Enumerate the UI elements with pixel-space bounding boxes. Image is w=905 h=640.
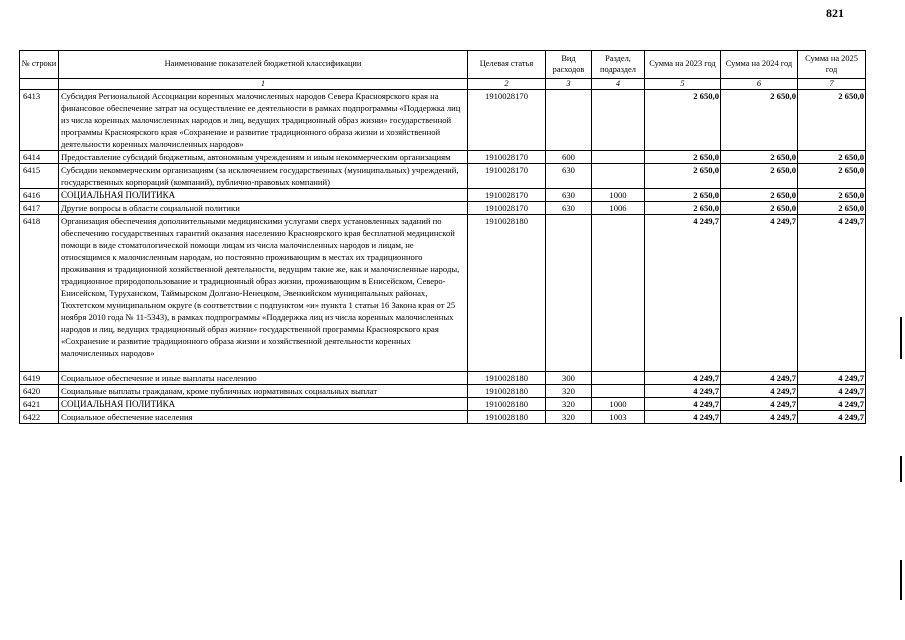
row-expense-type: 320: [546, 411, 592, 424]
row-number: 6420: [20, 385, 59, 398]
column-number: 2: [468, 79, 546, 90]
row-number: 6421: [20, 398, 59, 411]
table-row: [20, 90, 866, 151]
header-row-no: № строки: [20, 51, 59, 79]
page-number: 821: [826, 6, 844, 20]
row-sum-2023: 4 249,7: [645, 215, 721, 372]
row-name: Другие вопросы в области социальной политики: [59, 202, 468, 215]
row-expense-type: [546, 215, 592, 372]
row-sum-2024: 4 249,7: [721, 385, 798, 398]
row-sum-2025: 4 249,7: [798, 372, 866, 385]
header-name: Наименование показателей бюджетной классификации: [59, 51, 468, 79]
row-sum-2023: 4 249,7: [645, 385, 721, 398]
row-section: 1000: [592, 189, 645, 202]
row-section: [592, 372, 645, 385]
row-expense-type: 300: [546, 372, 592, 385]
row-sum-2023: 2 650,0: [645, 90, 721, 151]
column-number: 3: [546, 79, 592, 90]
column-number-row: [20, 79, 866, 90]
row-target: 1910028180: [468, 215, 546, 372]
row-target: 1910028180: [468, 398, 546, 411]
row-expense-type: 320: [546, 398, 592, 411]
table-row: [20, 385, 866, 398]
row-sum-2024: 4 249,7: [721, 411, 798, 424]
row-expense-type: 600: [546, 151, 592, 164]
table-row: [20, 189, 866, 202]
row-expense-type: [546, 90, 592, 151]
row-sum-2025: 4 249,7: [798, 215, 866, 372]
row-sum-2025: 4 249,7: [798, 385, 866, 398]
table-row: [20, 202, 866, 215]
row-sum-2025: 2 650,0: [798, 151, 866, 164]
header-sum-2024: Сумма на 2024 год: [721, 51, 798, 79]
row-name: Социальное обеспечение населения: [59, 411, 468, 424]
table-row: [20, 411, 866, 424]
table-row: [20, 151, 866, 164]
row-name: Субсидии некоммерческим организациям (за исключением государственных (муниципальных) учреждений, государственных корпораций (компаний), публично-правовых компаний): [59, 164, 468, 189]
header-target: Целевая статья: [468, 51, 546, 79]
row-number: 6415: [20, 164, 59, 189]
table-row: [20, 398, 866, 411]
row-sum-2023: 2 650,0: [645, 164, 721, 189]
column-number: 1: [59, 79, 468, 90]
header-sum-2023: Сумма на 2023 год: [645, 51, 721, 79]
row-sum-2025: 2 650,0: [798, 202, 866, 215]
row-sum-2025: 2 650,0: [798, 189, 866, 202]
row-number: 6417: [20, 202, 59, 215]
row-sum-2025: 4 249,7: [798, 398, 866, 411]
row-target: 1910028170: [468, 164, 546, 189]
row-target: 1910028180: [468, 411, 546, 424]
table-row: [20, 372, 866, 385]
row-name: СОЦИАЛЬНАЯ ПОЛИТИКА: [59, 189, 468, 202]
row-name: Организация обеспечения дополнительными медицинскими услугами сверх установленных заданий по обеспечению государственных гарантий оказания населению Красноярского края бесплатной медицинской помощи в виде стоматологической помощи лицам из числа малочисленных народов и лицам, не относящимся к малочисленным народам, но постоянно проживающим в местах их традиционного проживания и традиционной хозяйственной деятельности, ведущим такие же, как и малочисленные народы, традиционное природопользование и традиционный образ жизни, проживающим в Енисейском, Северо-Енисейском, Туруханском, Таймырском Долгано-Ненецком, Эвенкийском муниципальных районах, Тюхтетском муниципальном округе (в соответствии с подпунктом «и» пункта 1 статьи 16 Закона края от 25 ноября 2010 года № 11-5343), в рамках подпрограммы «Поддержка лиц из числа коренных малочисленных народов и лиц, ведущих традиционный образ жизни» государственной программы Красноярского края «Сохранение и развитие традиционного образа жизни и хозяйственной деятельности коренных малочисленных народов»: [59, 215, 468, 372]
row-sum-2025: 2 650,0: [798, 90, 866, 151]
column-number: 5: [645, 79, 721, 90]
row-expense-type: 630: [546, 202, 592, 215]
row-sum-2024: 4 249,7: [721, 372, 798, 385]
budget-table: [19, 50, 866, 424]
row-sum-2023: 2 650,0: [645, 202, 721, 215]
row-number: 6416: [20, 189, 59, 202]
scan-edge-mark: [900, 317, 902, 359]
column-number: 4: [592, 79, 645, 90]
header-section: Раздел, подраздел: [592, 51, 645, 79]
row-number: 6422: [20, 411, 59, 424]
header-sum-2025: Сумма на 2025 год: [798, 51, 866, 79]
row-sum-2023: 4 249,7: [645, 398, 721, 411]
row-target: 1910028170: [468, 90, 546, 151]
row-target: 1910028170: [468, 151, 546, 164]
scan-edge-mark: [900, 456, 902, 482]
row-sum-2023: 4 249,7: [645, 372, 721, 385]
column-number: 7: [798, 79, 866, 90]
row-number: 6413: [20, 90, 59, 151]
row-section: [592, 164, 645, 189]
row-sum-2024: 2 650,0: [721, 164, 798, 189]
row-expense-type: 630: [546, 189, 592, 202]
row-section: 1000: [592, 398, 645, 411]
row-sum-2025: 2 650,0: [798, 164, 866, 189]
row-sum-2023: 4 249,7: [645, 411, 721, 424]
column-number: 6: [721, 79, 798, 90]
row-name: Социальные выплаты гражданам, кроме публичных нормативных социальных выплат: [59, 385, 468, 398]
row-name: СОЦИАЛЬНАЯ ПОЛИТИКА: [59, 398, 468, 411]
row-section: [592, 215, 645, 372]
row-sum-2024: 2 650,0: [721, 151, 798, 164]
header-expense-type: Вид расходов: [546, 51, 592, 79]
row-target: 1910028180: [468, 372, 546, 385]
table-row: [20, 215, 866, 372]
column-number: [20, 79, 59, 90]
row-expense-type: 630: [546, 164, 592, 189]
row-sum-2024: 2 650,0: [721, 202, 798, 215]
row-number: 6418: [20, 215, 59, 372]
row-sum-2024: 2 650,0: [721, 90, 798, 151]
row-name: Социальное обеспечение и иные выплаты населению: [59, 372, 468, 385]
row-number: 6419: [20, 372, 59, 385]
row-section: [592, 151, 645, 164]
scan-edge-mark: [900, 560, 902, 600]
row-target: 1910028170: [468, 202, 546, 215]
row-section: [592, 385, 645, 398]
row-target: 1910028170: [468, 189, 546, 202]
row-sum-2023: 2 650,0: [645, 151, 721, 164]
row-sum-2024: 4 249,7: [721, 398, 798, 411]
table-row: [20, 164, 866, 189]
row-section: 1006: [592, 202, 645, 215]
row-expense-type: 320: [546, 385, 592, 398]
row-number: 6414: [20, 151, 59, 164]
row-name: Предоставление субсидий бюджетным, автономным учреждениям и иным некоммерческим организациям: [59, 151, 468, 164]
row-name: Субсидия Региональной Ассоциации коренных малочисленных народов Севера Красноярского края на финансовое обеспечение затрат на осуществление ее деятельности в рамках подпрограммы «Поддержка лиц из числа коренных малочисленных народов и лиц, ведущих традиционный образ жизни» государственной программы Красноярского края «Сохранение и развитие традиционного образа жизни и хозяйственной деятельности коренных малочисленных народов»: [59, 90, 468, 151]
row-sum-2024: 2 650,0: [721, 189, 798, 202]
row-section: [592, 90, 645, 151]
row-target: 1910028180: [468, 385, 546, 398]
row-sum-2025: 4 249,7: [798, 411, 866, 424]
row-section: 1003: [592, 411, 645, 424]
row-sum-2024: 4 249,7: [721, 215, 798, 372]
row-sum-2023: 2 650,0: [645, 189, 721, 202]
header-row: [20, 51, 866, 79]
